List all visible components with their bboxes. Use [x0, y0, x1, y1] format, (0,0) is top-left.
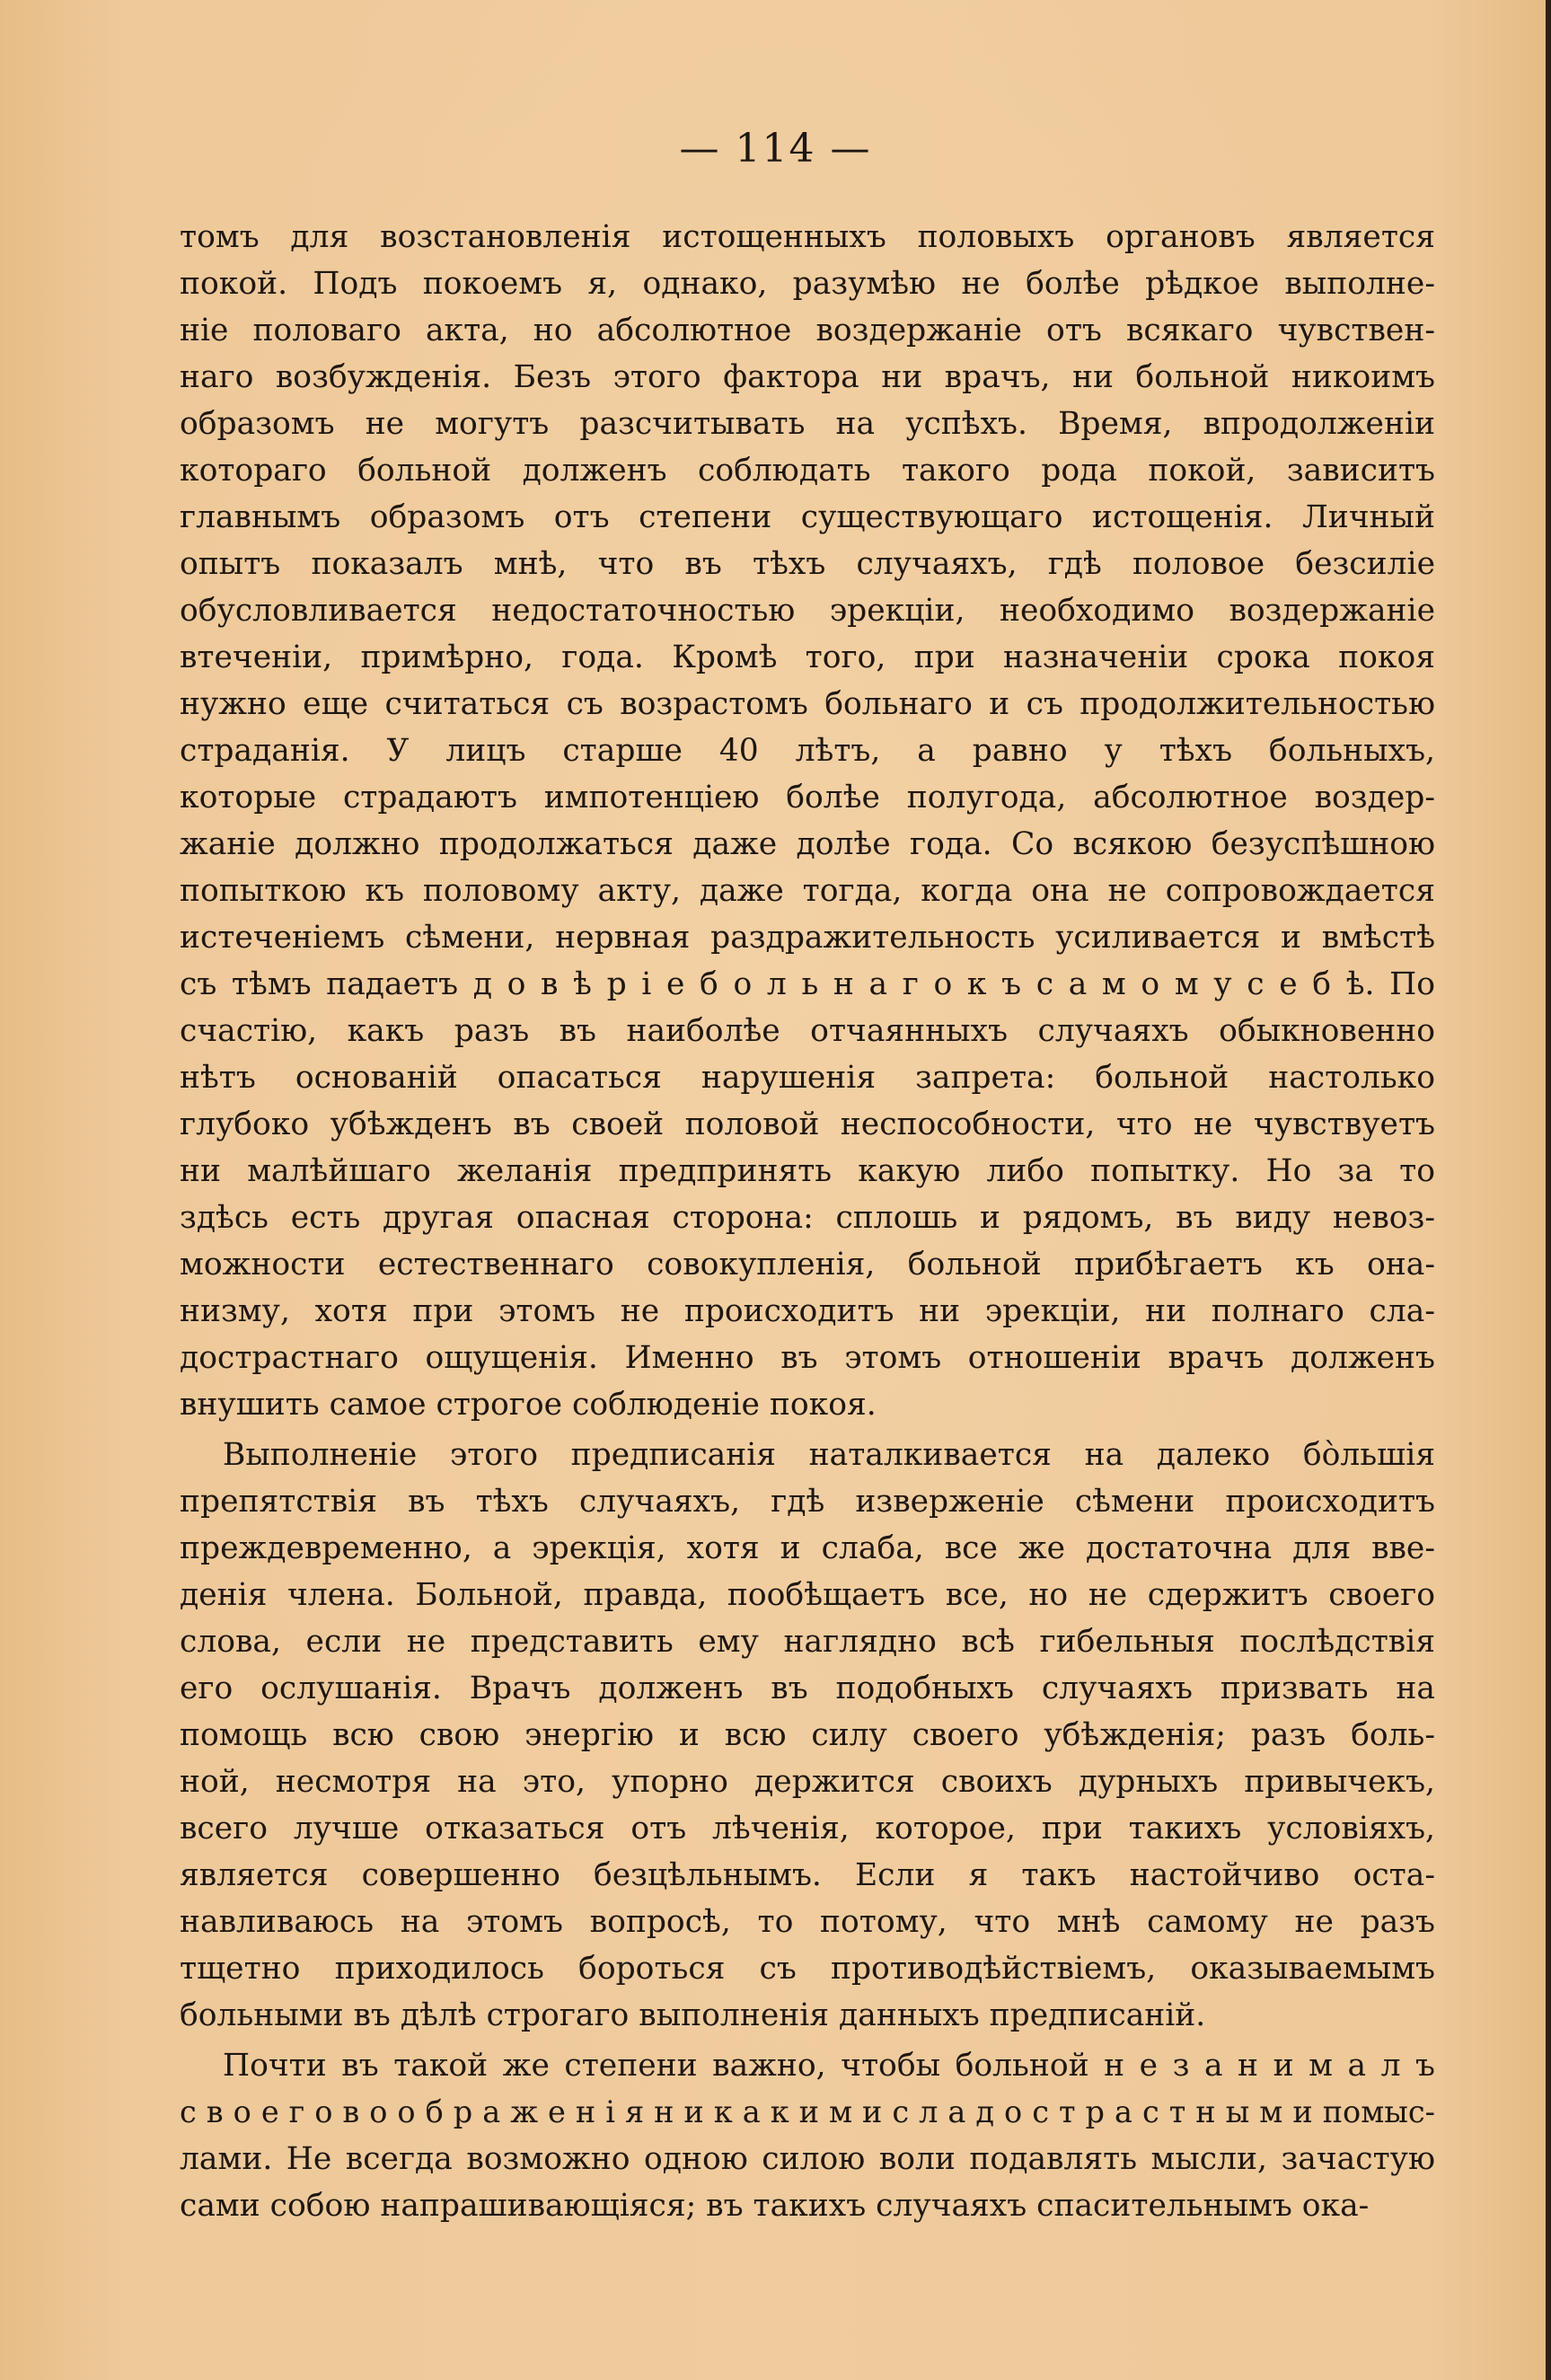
text-line: жаніе должно продолжаться даже долѣе года. Со всякою безуспѣшною: [180, 826, 1435, 862]
text-line: навливаюсь на этомъ вопросѣ, то потому, что мнѣ самому не разъ: [180, 1904, 1435, 1940]
text-line: больными въ дѣлѣ строгаго выполненія данныхъ предписаній.: [180, 1997, 1206, 2033]
text-line: которые страдаютъ импотенціею болѣе полугода, абсолютное воздер-: [180, 780, 1435, 815]
text-line: страданія. У лицъ старше 40 лѣтъ, а равно у тѣхъ больныхъ,: [180, 733, 1435, 769]
text-line: лами. Не всегда возможно одною силою воли подавлять мысли, зачастую: [180, 2141, 1435, 2177]
text-line: внушить самое строгое соблюденіе покоя.: [180, 1387, 877, 1423]
text-line: сами собою напрашивающіяся; въ такихъ случаяхъ спасительнымъ ока-: [180, 2188, 1370, 2224]
text-line: можности естественнаго совокупленія, больной прибѣгаетъ къ она-: [180, 1247, 1435, 1283]
text-line: ни малѣйшаго желанія предпринять какую либо попытку. Но за то: [180, 1153, 1435, 1189]
paragraph: [180, 214, 1435, 1428]
text-line: котораго больной долженъ соблюдать такого рода покой, зависитъ: [180, 453, 1435, 489]
text-line: является совершенно безцѣльнымъ. Если я такъ настойчиво оста-: [180, 1857, 1435, 1893]
text-line: глубоко убѣжденъ въ своей половой неспособности, что не чувствуетъ: [180, 1106, 1435, 1142]
text-line: наго возбужденія. Безъ этого фактора ни врачъ, ни больной никоимъ: [180, 359, 1435, 395]
text-line: ной, несмотря на это, упорно держится своихъ дурныхъ привычекъ,: [180, 1764, 1435, 1800]
text-line: Почти въ такой же степени важно, чтобы больной н е з а н и м а л ъ: [223, 2048, 1435, 2084]
text-line: опытъ показалъ мнѣ, что въ тѣхъ случаяхъ, гдѣ половое безсиліе: [180, 546, 1435, 582]
text-line: истеченіемъ сѣмени, нервная раздражительность усиливается и вмѣстѣ: [180, 920, 1435, 956]
scan-edge: [1546, 0, 1551, 2380]
body-text: [180, 214, 1435, 2229]
text-line: съ тѣмъ падаетъ д о в ѣ р і е б о л ь н а г о к ъ с а м о м у с е б ѣ. По: [180, 966, 1435, 1002]
text-line: денія члена. Больной, правда, пообѣщаетъ все, но не сдержитъ своего: [180, 1577, 1435, 1613]
text-line: слова, если не представить ему наглядно всѣ гибельныя послѣдствія: [180, 1624, 1435, 1660]
text-line: всего лучше отказаться отъ лѣченія, которое, при такихъ условіяхъ,: [180, 1811, 1435, 1847]
text-line: Выполненіе этого предписанія наталкивается на далеко бо̀льшія: [223, 1437, 1435, 1473]
text-line: томъ для возстановленія истощенныхъ половыхъ органовъ является: [180, 219, 1435, 255]
text-line: препятствія въ тѣхъ случаяхъ, гдѣ изверженіе сѣмени происходитъ: [180, 1484, 1435, 1520]
text-line: преждевременно, а эрекція, хотя и слаба, все же достаточна для вве-: [180, 1530, 1435, 1566]
paragraph: [180, 1432, 1435, 2039]
text-line: дострастнаго ощущенія. Именно въ этомъ отношеніи врачъ долженъ: [180, 1340, 1435, 1376]
text-line: тщетно приходилось бороться съ противодѣйствіемъ, оказываемымъ: [180, 1951, 1435, 1987]
text-line: обусловливается недостаточностью эрекціи, необходимо воздержаніе: [180, 593, 1435, 629]
text-line: покой. Подъ покоемъ я, однако, разумѣю не болѣе рѣдкое выполне-: [180, 266, 1435, 302]
text-line: низму, хотя при этомъ не происходитъ ни эрекціи, ни полнаго сла-: [180, 1293, 1435, 1329]
text-line: его ослушанія. Врачъ долженъ въ подобныхъ случаяхъ призвать на: [180, 1670, 1435, 1706]
text-line: нужно еще считаться съ возрастомъ больнаго и съ продолжительностью: [180, 686, 1435, 722]
text-line: счастію, какъ разъ въ наиболѣе отчаянныхъ случаяхъ обыкновенно: [180, 1013, 1435, 1049]
paragraph: [180, 2042, 1435, 2229]
text-line: с в о е г о в о о б р а ж е н і я н и к а к и м и с л а д о с т р а с т н ы м и помыс-: [180, 2094, 1435, 2129]
text-line: главнымъ образомъ отъ степени существующаго истощенія. Личный: [180, 499, 1435, 535]
text-line: помощь всю свою энергію и всю силу своего убѣжденія; разъ боль-: [180, 1717, 1435, 1753]
page-number: — 114 —: [679, 126, 872, 172]
text-line: здѣсь есть другая опасная сторона: сплошь и рядомъ, въ виду невоз-: [180, 1200, 1435, 1236]
text-line: попыткою къ половому акту, даже тогда, когда она не сопровождается: [180, 873, 1435, 909]
text-line: ніе половаго акта, но абсолютное воздержаніе отъ всякаго чувствен-: [180, 313, 1435, 348]
text-line: втеченіи, примѣрно, года. Кромѣ того, при назначеніи срока покоя: [180, 639, 1435, 675]
text-line: нѣтъ основаній опасаться нарушенія запрета: больной настолько: [180, 1060, 1435, 1096]
text-line: образомъ не могутъ разсчитывать на успѣхъ. Время, впродолженіи: [180, 406, 1435, 442]
